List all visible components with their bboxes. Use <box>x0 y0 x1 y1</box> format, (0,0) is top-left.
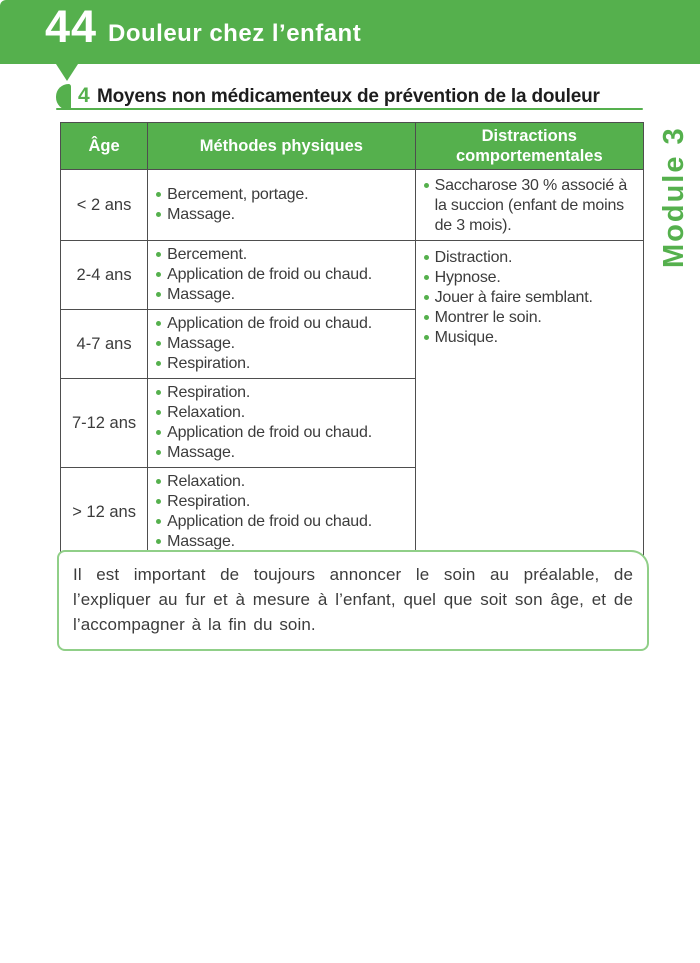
header-methods: Méthodes physiques <box>148 123 415 170</box>
distractions-list <box>422 176 637 236</box>
method-item: Massage. <box>154 443 408 463</box>
note-text: Il est important de toujours annoncer le soin au préalable, de l’expliquer au fur et à mesure à l’enfant, quel que soit son âge, et de l’accompagner à la fin du soin. <box>73 565 633 634</box>
method-item: Relaxation. <box>154 472 408 492</box>
distraction-item: Distraction. <box>422 248 637 268</box>
chapter-banner <box>0 0 700 64</box>
method-item: Bercement. <box>154 245 408 265</box>
method-item: Relaxation. <box>154 403 408 423</box>
methods-cell <box>148 170 415 241</box>
method-item: Respiration. <box>154 354 408 374</box>
method-item: Massage. <box>154 285 408 305</box>
section-title: Moyens non médicamenteux de prévention de la douleur <box>97 86 600 107</box>
methods-list <box>154 314 408 374</box>
table-row <box>61 241 644 310</box>
distractions-cell <box>415 170 643 241</box>
header-distractions: Distractions comportementales <box>415 123 643 170</box>
age-cell: 7-12 ans <box>61 379 148 468</box>
age-cell: 4-7 ans <box>61 310 148 379</box>
distractions-merged-cell <box>415 241 643 557</box>
methods-cell <box>148 379 415 468</box>
banner-pointer-icon <box>56 64 78 81</box>
method-item: Application de froid ou chaud. <box>154 314 408 334</box>
age-cell: > 12 ans <box>61 468 148 557</box>
method-item: Application de froid ou chaud. <box>154 512 408 532</box>
chapter-title: Douleur chez l’enfant <box>108 20 362 47</box>
header-age: Âge <box>61 123 148 170</box>
distractions-list <box>422 248 637 348</box>
pain-prevention-table <box>60 122 644 557</box>
methods-list <box>154 472 408 552</box>
module-label: Module 3 <box>658 126 690 268</box>
method-item: Massage. <box>154 334 408 354</box>
section-bullet-icon <box>56 84 71 110</box>
methods-list <box>154 245 408 305</box>
age-cell: < 2 ans <box>61 170 148 241</box>
distraction-item: Jouer à faire semblant. <box>422 288 637 308</box>
table-header-row <box>61 123 644 170</box>
methods-cell <box>148 241 415 310</box>
method-item: Application de froid ou chaud. <box>154 265 408 285</box>
distraction-item: Saccharose 30 % associé à la succion (enfant de moins de 3 mois). <box>422 176 637 236</box>
methods-cell <box>148 310 415 379</box>
section-underline <box>56 108 643 110</box>
section-number: 4 <box>78 84 90 107</box>
methods-list <box>154 383 408 463</box>
distraction-item: Musique. <box>422 328 637 348</box>
distraction-item: Montrer le soin. <box>422 308 637 328</box>
note-box <box>57 550 649 651</box>
method-item: Massage. <box>154 532 408 552</box>
methods-list <box>154 185 408 225</box>
distraction-item: Hypnose. <box>422 268 637 288</box>
method-item: Respiration. <box>154 383 408 403</box>
chapter-number: 44 <box>45 1 98 52</box>
table-row <box>61 170 644 241</box>
age-cell: 2-4 ans <box>61 241 148 310</box>
method-item: Respiration. <box>154 492 408 512</box>
methods-cell <box>148 468 415 557</box>
method-item: Bercement, portage. <box>154 185 408 205</box>
method-item: Application de froid ou chaud. <box>154 423 408 443</box>
method-item: Massage. <box>154 205 408 225</box>
